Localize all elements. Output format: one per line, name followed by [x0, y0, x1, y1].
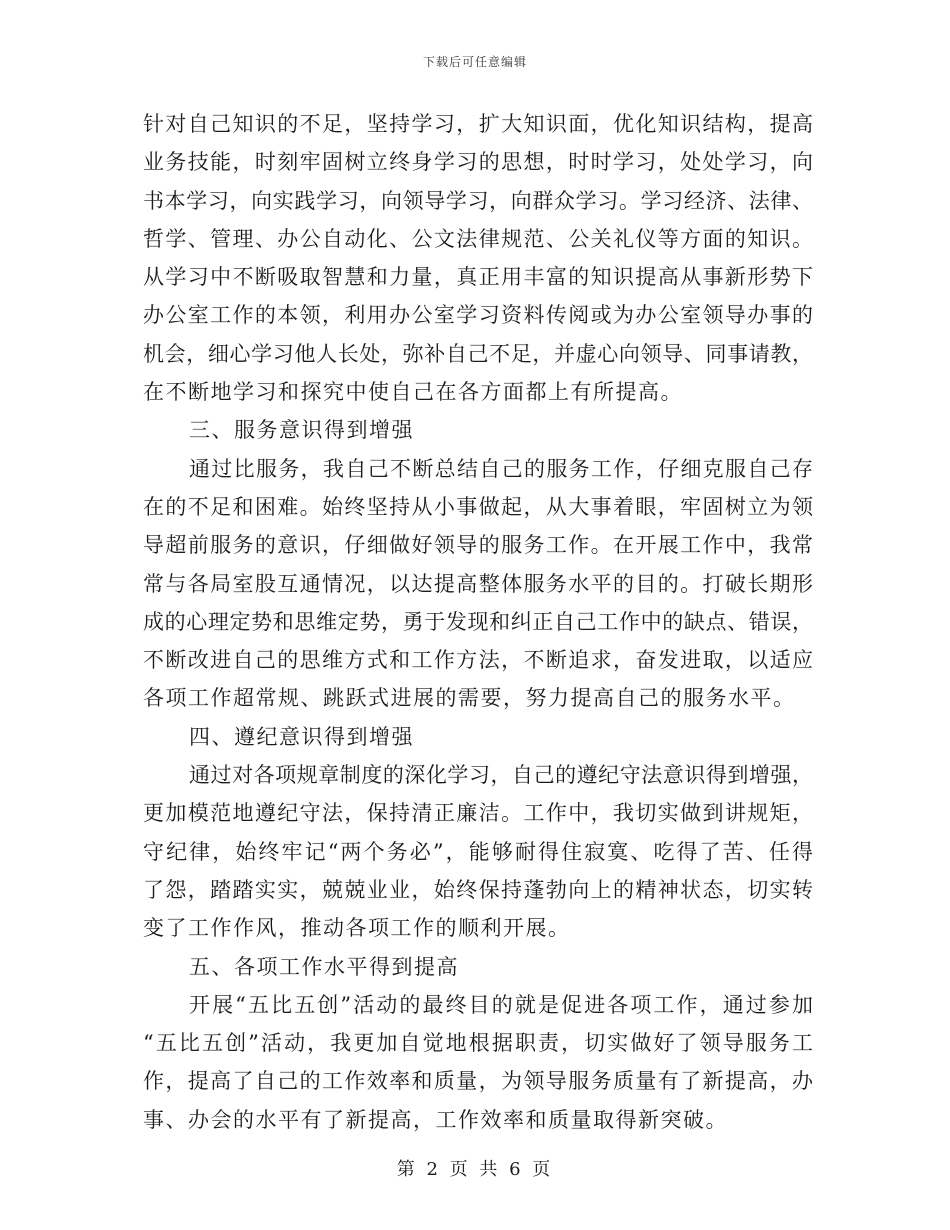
section-heading: 三、服务意识得到增强	[189, 418, 414, 443]
body-line: 常与各局室股互通情况，以达提高整体服务水平的目的。打破长期形	[143, 571, 813, 596]
body-line: 了怨，踏踏实实，兢兢业业，始终保持蓬勃向上的精神状态，切实转	[143, 877, 813, 902]
body-line: 在的不足和困难。始终坚持从小事做起，从大事着眼，牢固树立为领	[143, 494, 813, 519]
body-line: 在不断地学习和探究中使自己在各方面都上有所提高。	[143, 380, 683, 405]
section-heading: 四、遵纪意识得到增强	[189, 724, 414, 749]
document-body	[143, 105, 813, 1139]
body-line: 从学习中不断吸取智慧和力量，真正用丰富的知识提高从事新形势下	[143, 265, 813, 290]
body-line: 哲学、管理、办公自动化、公文法律规范、公关礼仪等方面的知识。	[143, 226, 813, 251]
body-line: 事、办会的水平有了新提高，工作效率和质量取得新突破。	[143, 1107, 728, 1132]
body-line: 机会，细心学习他人长处，弥补自己不足，并虚心向领导、同事请教，	[143, 341, 813, 366]
page-header: 下载后可任意编辑	[422, 55, 527, 69]
section-heading: 五、各项工作水平得到提高	[189, 954, 459, 979]
body-line: 各项工作超常规、跳跃式进展的需要，努力提高自己的服务水平。	[143, 686, 796, 711]
body-line: 书本学习，向实践学习，向领导学习，向群众学习。学习经济、法律、	[143, 188, 813, 213]
body-line: 不断改进自己的思维方式和工作方法，不断追求，奋发进取，以适应	[143, 648, 813, 673]
page-number-footer: 第 2 页 共 6 页	[396, 1159, 554, 1180]
body-line: 针对自己知识的不足，坚持学习，扩大知识面，优化知识结构，提高	[143, 112, 813, 136]
body-line: 成的心理定势和思维定势，勇于发现和纠正自己工作中的缺点、错误，	[143, 609, 813, 634]
body-line: 变了工作作风，推动各项工作的顺利开展。	[143, 916, 571, 941]
body-line: “五比五创”活动，我更加自觉地根据职责，切实做好了领导服务工	[143, 1031, 813, 1056]
body-line: 导超前服务的意识，仔细做好领导的服务工作。在开展工作中，我常	[143, 533, 813, 558]
body-line: 通过对各项规章制度的深化学习，自己的遵纪守法意识得到增强，	[189, 763, 813, 788]
body-line: 守纪律，始终牢记“两个务必”，能够耐得住寂寞、吃得了苦、任得	[143, 839, 813, 864]
body-line: 通过比服务，我自己不断总结自己的服务工作，仔细克服自己存	[189, 456, 813, 481]
body-line: 开展“五比五创”活动的最终目的就是促进各项工作，通过参加	[189, 992, 813, 1017]
body-line: 更加模范地遵纪守法，保持清正廉洁。工作中，我切实做到讲规矩，	[143, 801, 813, 826]
body-line: 办公室工作的本领，利用办公室学习资料传阅或为办公室领导办事的	[143, 303, 813, 328]
body-line: 作，提高了自己的工作效率和质量，为领导服务质量有了新提高，办	[143, 1069, 813, 1094]
body-line: 业务技能，时刻牢固树立终身学习的思想，时时学习，处处学习，向	[143, 150, 813, 175]
